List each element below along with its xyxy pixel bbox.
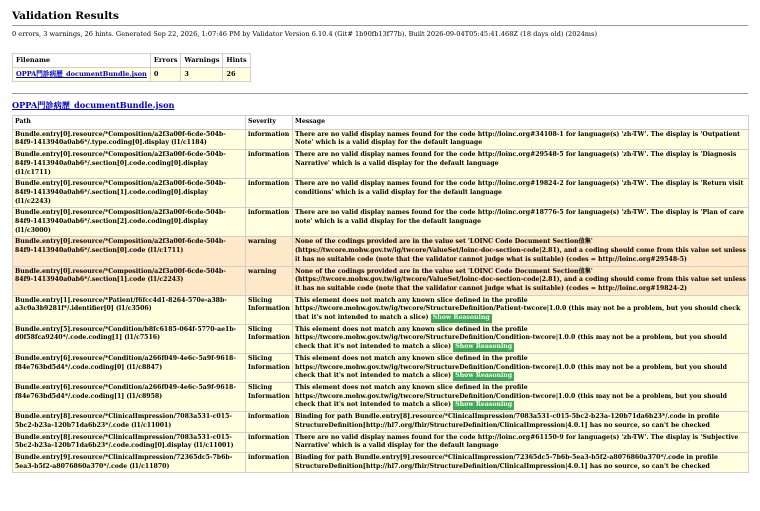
warnings-count: 3 bbox=[181, 68, 223, 82]
message-text: This element does not match any known slice defined in the profile https://twcore.mohw.gov.tw/ig/twcore/StructureDefinition/Condition-twcore|1.0.0 (this may not be a problem, but you should check that it's not intended to match a slice) bbox=[295, 383, 727, 409]
path-cell: Bundle.entry[5].resource/*Condition/b8fc6185-064f-5770-ae1b-d0f58fca9240*/.code.coding[1] (l1/c7516) bbox=[13, 324, 246, 353]
severity-cell: Slicing Information bbox=[246, 353, 293, 382]
table-row bbox=[13, 412, 749, 432]
show-reasoning-button[interactable]: Show Reasoning bbox=[455, 401, 513, 409]
table-row bbox=[13, 129, 749, 149]
message-text: There are no valid display names found for the code http://loinc.org#34108-1 for language(s) 'zh-TW'. The display is 'Outpatient Note' which is a valid display for the default language bbox=[295, 130, 740, 147]
message-text: There are no valid display names found for the code http://loinc.org#19824-2 for language(s) 'zh-TW'. The display is 'Return visit conditions' which is a valid display for the default language bbox=[295, 180, 744, 196]
severity-cell: warning bbox=[246, 266, 293, 295]
message-text: None of the codings provided are in the value set 'LOINC Code Document Section值集' (https://twcore.mohw.gov.tw/ig/twcore/ValueSet/loinc-doc-section-code|2.81), and a coding should come from this value set unless it has no suitable code (note that the validator cannot judge what is suitable) (codes = http://loinc.org#19824-2) bbox=[295, 267, 747, 292]
message-text: This element does not match any known slice defined in the profile https://twcore.mohw.gov.tw/ig/twcore/StructureDefinition/Condition-twcore|1.0.0 (this may not be a problem, but you should check that it's not intended to match a slice) bbox=[295, 325, 727, 351]
filename-link[interactable]: OPPA門診病歷_documentBundle.json bbox=[16, 70, 147, 78]
message-cell bbox=[293, 412, 749, 432]
table-row bbox=[13, 208, 749, 237]
severity-cell: Slicing Information bbox=[246, 382, 293, 411]
summary-table bbox=[12, 53, 251, 82]
header-warnings: Warnings bbox=[181, 54, 223, 68]
path-cell: Bundle.entry[0].resource/*Composition/a2f3a00f-6cde-504b-84f9-1413940a0ab6*/.section[2].code.coding[0].display (l1/c3000) bbox=[13, 208, 246, 237]
message-text: Binding for path Bundle.entry[9].resource/*ClinicalImpression/72365dc5-7b6b-5ea3-b5f2-a8076860a370*/.code in profile StructureDefinition[http://hl7.org/fhir/StructureDefinition/ClinicalImpression|4.0.1] has no source, so can't be checked bbox=[295, 453, 718, 470]
severity-cell: information bbox=[246, 432, 293, 452]
table-row bbox=[13, 295, 749, 324]
errors-count: 0 bbox=[150, 68, 181, 82]
message-text: None of the codings provided are in the value set 'LOINC Code Document Section值集' (https://twcore.mohw.gov.tw/ig/twcore/ValueSet/loinc-doc-section-code|2.81), and a coding should come from this value set unless it has no suitable code (note that the validator cannot judge what is suitable) (codes = http://loinc.org#29548-5) bbox=[295, 238, 747, 263]
message-cell bbox=[293, 295, 749, 324]
message-cell bbox=[293, 266, 749, 295]
hints-count: 26 bbox=[223, 68, 250, 82]
file-heading bbox=[12, 100, 748, 111]
filename-cell bbox=[13, 68, 151, 82]
message-cell bbox=[293, 237, 749, 266]
message-cell bbox=[293, 452, 749, 472]
table-row bbox=[13, 324, 749, 353]
message-text: There are no valid display names found for the code http://loinc.org#18776-5 for language(s) 'zh-TW'. The display is 'Plan of care note' which is a valid display for the default language bbox=[295, 209, 744, 226]
header-errors: Errors bbox=[150, 54, 181, 68]
message-cell bbox=[293, 432, 749, 452]
header-message: Message bbox=[293, 116, 749, 130]
message-text: There are no valid display names found for the code http://loinc.org#61150-9 for language(s) 'zh-TW'. The display is 'Subjective Narrative' which is a valid display for the default language bbox=[295, 433, 739, 450]
table-row bbox=[13, 150, 749, 179]
path-cell: Bundle.entry[6].resource/*Condition/a266f049-4e6c-5a9f-9618-f84e763bd5d4*/.code.coding[0] (l1/c8847) bbox=[13, 353, 246, 382]
message-cell bbox=[293, 129, 749, 149]
table-row bbox=[13, 382, 749, 411]
message-cell bbox=[293, 150, 749, 179]
show-reasoning-button[interactable]: Show Reasoning bbox=[432, 314, 490, 322]
page-title: Validation Results bbox=[12, 10, 748, 26]
header-path: Path bbox=[13, 116, 246, 130]
severity-cell: information bbox=[246, 179, 293, 208]
message-text: This element does not match any known slice defined in the profile https://twcore.mohw.gov.tw/ig/twcore/StructureDefinition/Condition-twcore|1.0.0 (this may not be a problem, but you should check that it's not intended to match a slice) bbox=[295, 354, 727, 380]
severity-cell: information bbox=[246, 150, 293, 179]
message-cell bbox=[293, 382, 749, 411]
messages-table bbox=[12, 115, 749, 473]
path-cell: Bundle.entry[0].resource/*Composition/a2f3a00f-6cde-504b-84f9-1413940a0ab6*/.section[0].code.coding[0].display (l1/c1711) bbox=[13, 150, 246, 179]
message-text: There are no valid display names found for the code http://loinc.org#29548-5 for language(s) 'zh-TW'. The display is 'Diagnosis Narrative' which is a valid display for the default language bbox=[295, 151, 737, 167]
table-row bbox=[13, 266, 749, 295]
severity-cell: Slicing Information bbox=[246, 295, 293, 324]
message-text: This element does not match any known slice defined in the profile https://twcore.mohw.gov.tw/ig/twcore/StructureDefinition/Patient-twcore|1.0.0 (this may not be a problem, but you should check that it's not intended to match a slice) bbox=[295, 296, 741, 322]
path-cell: Bundle.entry[6].resource/*Condition/a266f049-4e6c-5a9f-9618-f84e763bd5d4*/.code.coding[1] (l1/c8958) bbox=[13, 382, 246, 411]
table-row bbox=[13, 353, 749, 382]
table-row bbox=[13, 452, 749, 472]
validation-summary: 0 errors, 3 warnings, 26 hints. Generated Sep 22, 2026, 1:07:46 PM by Validator Version 6.10.4 (Git# 1b90fb13f77b). Built 2026-09-04T05:45:41.468Z (18 days old) (2024ms) bbox=[12, 30, 598, 38]
message-cell bbox=[293, 208, 749, 237]
path-cell: Bundle.entry[8].resource/*ClinicalImpression/7083a531-c015-5bc2-b23a-120b71da6b23*/.code.coding[0].display (l1/c11001) bbox=[13, 432, 246, 452]
table-row bbox=[13, 432, 749, 452]
message-cell bbox=[293, 353, 749, 382]
severity-cell: information bbox=[246, 452, 293, 472]
header-severity: Severity bbox=[246, 116, 293, 130]
path-cell: Bundle.entry[9].resource/*ClinicalImpression/72365dc5-7b6b-5ea3-b5f2-a8076860a370*/.code (l1/c11870) bbox=[13, 452, 246, 472]
file-heading-link[interactable]: OPPA門診病歷_documentBundle.json bbox=[12, 100, 175, 110]
severity-cell: information bbox=[246, 412, 293, 432]
path-cell: Bundle.entry[0].resource/*Composition/a2f3a00f-6cde-504b-84f9-1413940a0ab6*/.section[1].code.coding[0].display (l1/c2243) bbox=[13, 179, 246, 208]
validation-page bbox=[12, 10, 748, 473]
severity-cell: Slicing Information bbox=[246, 324, 293, 353]
table-row bbox=[13, 179, 749, 208]
message-cell bbox=[293, 324, 749, 353]
section-divider bbox=[12, 93, 748, 94]
show-reasoning-button[interactable]: Show Reasoning bbox=[455, 343, 513, 351]
severity-cell: information bbox=[246, 129, 293, 149]
header-filename: Filename bbox=[13, 54, 151, 68]
message-cell bbox=[293, 179, 749, 208]
message-text: Binding for path Bundle.entry[8].resource/*ClinicalImpression/7083a531-c015-5bc2-b23a-120b71da6b23*/.code in profile StructureDefinition[http://hl7.org/fhir/StructureDefinition/ClinicalImpression|4.0.1] has no source, so can't be checked bbox=[295, 413, 720, 429]
severity-cell: warning bbox=[246, 237, 293, 266]
path-cell: Bundle.entry[0].resource/*Composition/a2f3a00f-6cde-504b-84f9-1413940a0ab6*/.section[1].code (l1/c2243) bbox=[13, 266, 246, 295]
table-row bbox=[13, 237, 749, 266]
summary-row bbox=[13, 68, 251, 82]
show-reasoning-button[interactable]: Show Reasoning bbox=[455, 372, 513, 380]
path-cell: Bundle.entry[0].resource/*Composition/a2f3a00f-6cde-504b-84f9-1413940a0ab6*/.type.coding[0].display (l1/c1184) bbox=[13, 129, 246, 149]
path-cell: Bundle.entry[8].resource/*ClinicalImpression/7083a531-c015-5bc2-b23a-120b71da6b23*/.code (l1/c11001) bbox=[13, 412, 246, 432]
path-cell: Bundle.entry[1].resource/*Patient/f6fcc4d1-8264-570e-a38b-a3c0a3b9281f*/.identifier[0] (l1/c3506) bbox=[13, 295, 246, 324]
header-hints: Hints bbox=[223, 54, 250, 68]
path-cell: Bundle.entry[0].resource/*Composition/a2f3a00f-6cde-504b-84f9-1413940a0ab6*/.section[0].code (l1/c1711) bbox=[13, 237, 246, 266]
severity-cell: information bbox=[246, 208, 293, 237]
